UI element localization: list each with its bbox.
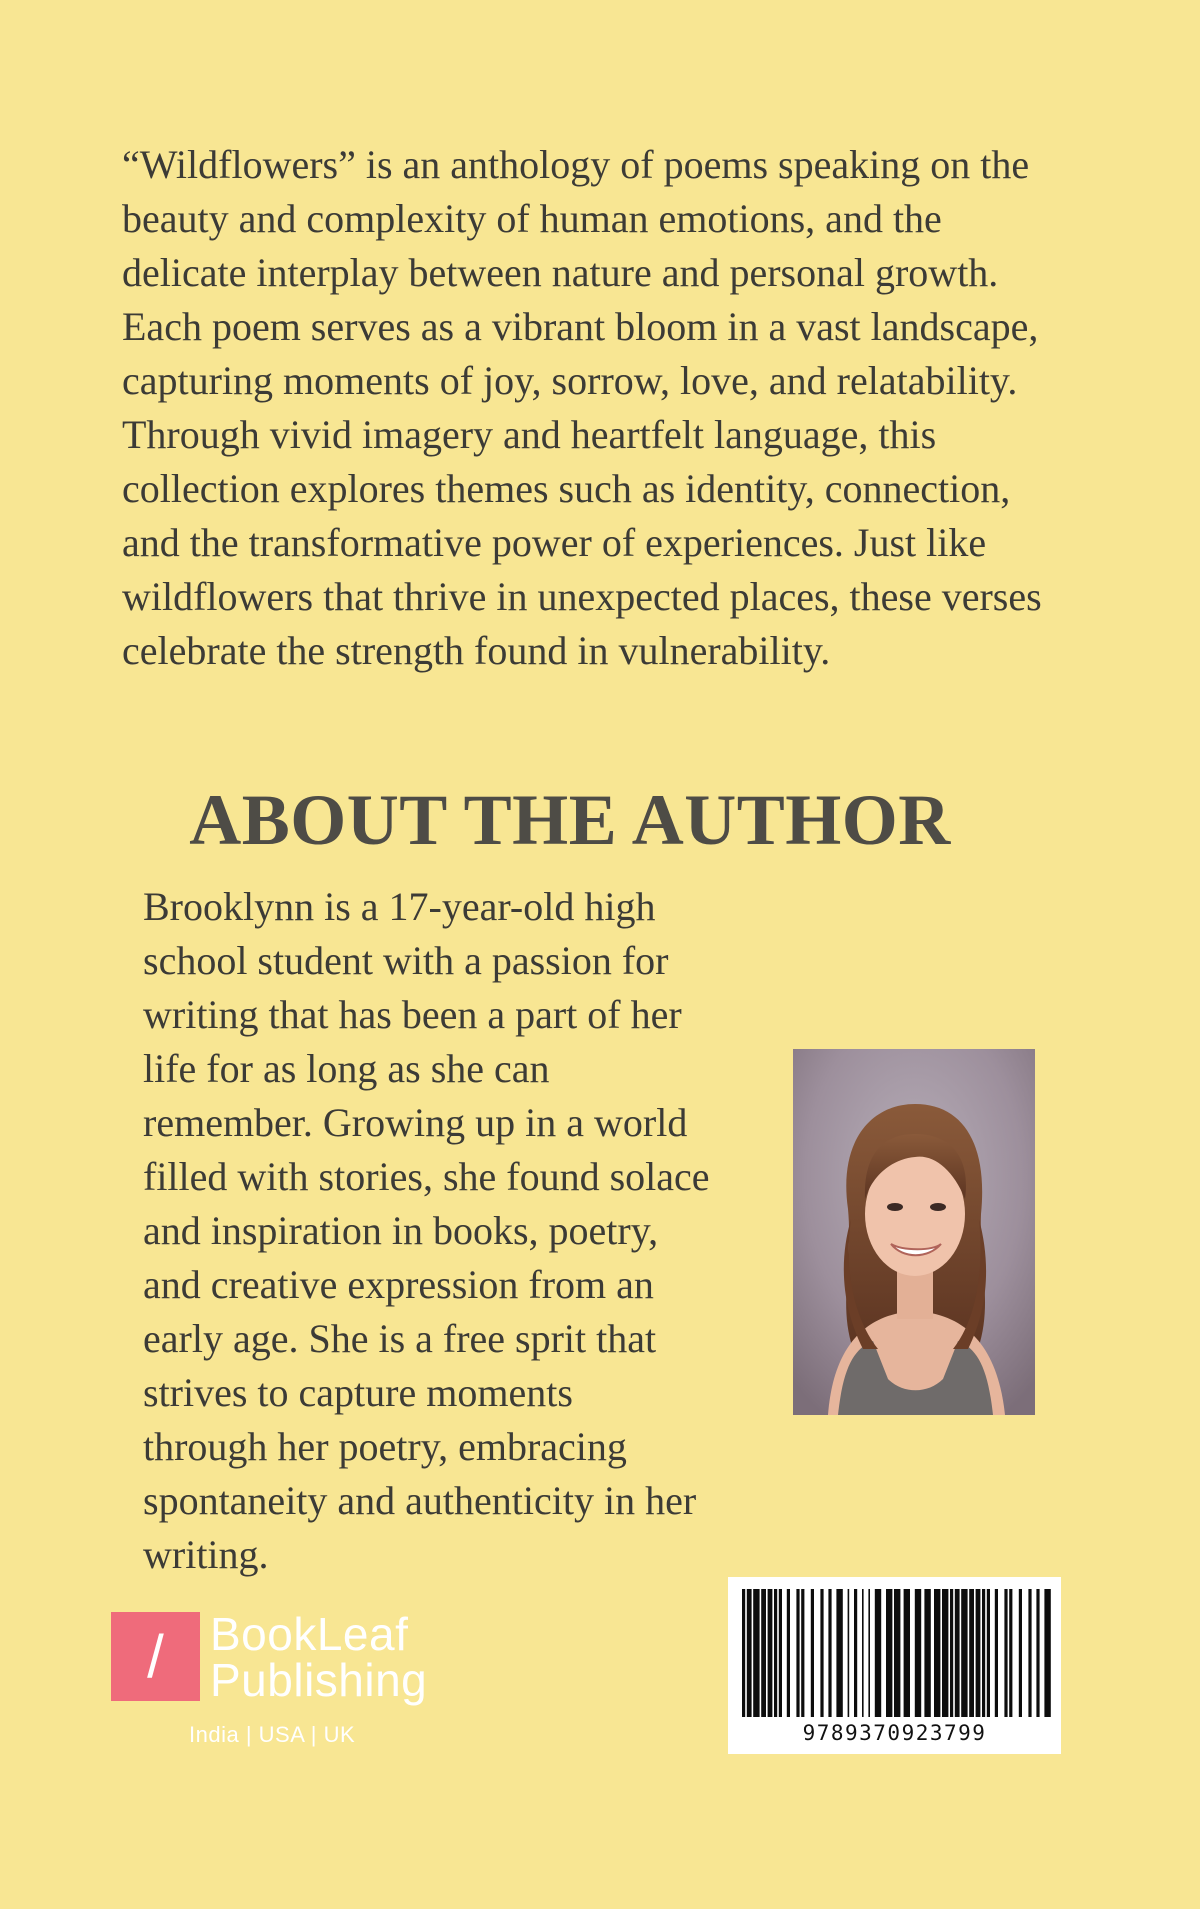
back-cover-blurb: “Wildflowers” is an anthology of poems speaking on the beauty and complexity of human emotions, and the delicate interplay between nature and personal growth. Each poem serves as a vibrant bloom in a vast landscape, capturing moments of joy, sorrow, love, and relatability. Through vivid imagery and heartfelt language, this collection explores themes such as identity, connection, and the transformative power of experiences. Just like wildflowers that thrive in unexpected places, these verses celebrate the strength found in vulnerability.: [122, 142, 1042, 673]
barcode-bar: [753, 1589, 759, 1717]
barcode-bar: [779, 1589, 782, 1717]
barcode-bar: [768, 1589, 773, 1717]
barcode-bar: [886, 1589, 892, 1717]
barcode-bar: [987, 1589, 990, 1717]
barcode-number: 9789370923799: [802, 1721, 987, 1745]
barcode-bar: [982, 1589, 985, 1717]
barcode-bar: [761, 1589, 766, 1717]
barcode-bar: [811, 1589, 814, 1717]
barcode-bar: [862, 1589, 864, 1717]
barcode-bar: [1044, 1589, 1050, 1717]
barcode-bar: [828, 1589, 831, 1717]
barcode-bar: [969, 1589, 974, 1717]
barcode-bar: [848, 1589, 850, 1717]
publisher-name-line2: Publishing: [210, 1654, 428, 1706]
barcode-bar: [801, 1589, 804, 1717]
barcode-bar: [934, 1589, 940, 1717]
barcode-bar: [894, 1589, 900, 1717]
barcode-bar: [747, 1589, 752, 1717]
barcode-bar: [774, 1589, 777, 1717]
slash-logo-icon: /: [111, 1612, 200, 1701]
publisher-logo: [111, 1608, 531, 1762]
barcode-bar: [820, 1589, 823, 1717]
barcode-bar: [904, 1589, 910, 1717]
author-photo: [793, 1049, 1035, 1415]
publisher-name-line1: BookLeaf: [210, 1608, 409, 1660]
barcode-bar: [1009, 1589, 1012, 1717]
barcode-bar: [875, 1589, 881, 1717]
barcode-bar: [915, 1589, 921, 1717]
barcode-bar: [955, 1589, 960, 1717]
barcode-bar: [1028, 1589, 1031, 1717]
barcode-bar: [961, 1589, 967, 1717]
barcode-bar: [924, 1589, 930, 1717]
barcode-bar: [942, 1589, 948, 1717]
barcode-bar: [1004, 1589, 1007, 1717]
barcode-bar: [854, 1589, 857, 1717]
publisher-tagline: India | USA | UK: [189, 1722, 356, 1747]
barcode-bar: [950, 1589, 953, 1717]
about-author-heading: ABOUT THE AUTHOR: [189, 780, 951, 860]
barcode-bar: [787, 1589, 790, 1717]
barcode-bar: [796, 1589, 799, 1717]
barcode-bar: [742, 1589, 745, 1717]
author-bio: Brooklynn is a 17-year-old high school student with a passion for writing that has been a part of her life for as long as she can remember. Growing up in a world filled with stories, she found solace and inspiration in books, poetry, and creative expression from an early age. She is a free sprit that strives to capture moments through her poetry, embracing spontaneity and authenticity in her writing.: [143, 884, 710, 1577]
barcode-bar: [868, 1589, 870, 1717]
barcode-bar: [995, 1589, 998, 1717]
barcode-bar: [1036, 1589, 1039, 1717]
barcode-bar: [1019, 1589, 1022, 1717]
isbn-barcode: [728, 1577, 1061, 1754]
barcode-bar: [976, 1589, 981, 1717]
barcode-bar: [836, 1589, 842, 1717]
